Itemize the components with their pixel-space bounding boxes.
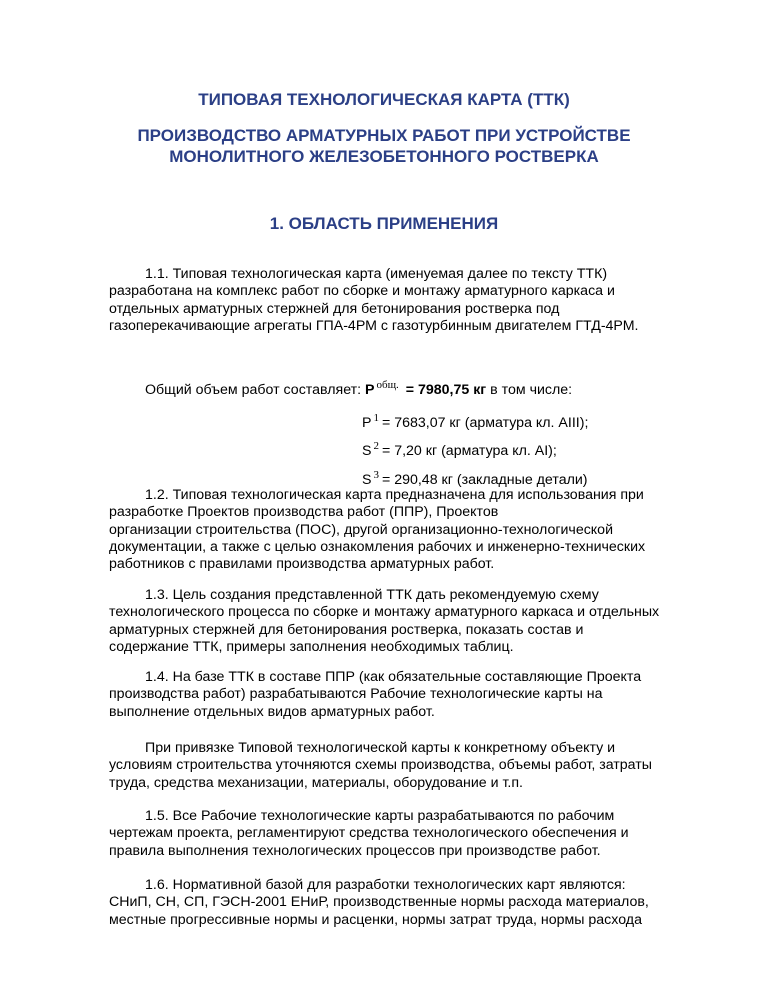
paragraph-1-6: [109, 877, 719, 929]
item-symbol: S: [362, 472, 372, 488]
text-line: разработке Проектов производства работ (ППР), Проектов: [109, 504, 499, 521]
text-line: [109, 808, 719, 825]
item-text: = 7683,07 кг (арматура кл. АIII);: [381, 415, 589, 431]
text-line: чертежам проекта, регламентируют средства технологического обеспечения и: [109, 825, 629, 842]
item-superscript: 2: [373, 440, 379, 452]
text-line: условиям строительства уточняются схемы производства, объемы работ, затраты: [109, 757, 652, 774]
text: 1.2. Типовая технологическая карта предназначена для использования при: [145, 487, 644, 503]
text-line: содержание ТТК, примеры заполнения необходимых таблиц.: [109, 638, 514, 655]
section-heading: 1. ОБЛАСТЬ ПРИМЕНЕНИЯ: [269, 214, 499, 233]
text-line: [109, 740, 719, 757]
paragraph-1-4: [109, 669, 719, 721]
volume-intro: Общий объем работ составляет:: [145, 382, 362, 398]
text: 1.6. Нормативной базой для разработки технологических карт являются:: [145, 877, 626, 893]
item-superscript: 1: [373, 412, 379, 424]
volume-item: [362, 437, 557, 460]
text-line: технологического процесса по сборке и монтажу арматурного каркаса и отдельных: [109, 604, 660, 621]
text-line: документации, а также с целью ознакомления рабочих и инженерно-технических: [109, 538, 646, 555]
text-line: газоперекачивающие агрегаты ГПА-4РМ с газотурбинным двигателем ГТД-4РМ.: [109, 317, 639, 334]
text-line: работников с правилами производства арматурных работ.: [109, 556, 495, 573]
text-line: СНиП, СН, СП, ГЭСН-2001 ЕНиР, производственные нормы расхода материалов,: [109, 894, 649, 911]
paragraph-1-2: [109, 487, 719, 573]
item-superscript: 3: [373, 469, 379, 481]
paragraph-binding: [109, 740, 719, 792]
text-line: выполнение отдельных видов арматурных работ.: [109, 703, 435, 720]
total-volume-line: [145, 376, 572, 399]
text: 1.5. Все Рабочие технологические карты разрабатываются по рабочим: [145, 808, 615, 824]
text-line: организации строительства (ПОС), другой организационно-технологической: [109, 521, 613, 538]
text-line: [109, 669, 719, 686]
document-subtitle-line1: ПРОИЗВОДСТВО АРМАТУРНЫХ РАБОТ ПРИ УСТРОЙСТВЕ: [137, 126, 631, 145]
text-line: местные прогрессивные нормы и расценки, нормы затрат труда, нормы расхода: [109, 911, 642, 928]
text: При привязке Типовой технологической карты к конкретному объекту и: [145, 740, 616, 756]
text-line: правила выполнения технологических процессов при производстве работ.: [109, 842, 601, 859]
paragraph-1-5: [109, 808, 719, 860]
text-line: отдельных арматурных стержней для бетонирования ростверка под: [109, 300, 560, 317]
text-line: труда, средства механизации, материалы, оборудование и т.п.: [109, 774, 523, 791]
text-line: [109, 266, 719, 283]
volume-item: [362, 409, 588, 432]
document-subtitle-line2: МОНОЛИТНОГО ЖЕЛЕЗОБЕТОННОГО РОСТВЕРКА: [169, 147, 599, 166]
text: 1.4. На базе ТТК в составе ППР (как обязательные составляющие Проекта: [145, 669, 642, 685]
volume-item: [362, 466, 588, 489]
paragraph-1-3: [109, 587, 719, 656]
text-line: [109, 487, 719, 504]
text: 1.1. Типовая технологическая карта (именуемая далее по тексту ТТК): [145, 266, 608, 282]
item-symbol: S: [362, 443, 372, 459]
item-text: = 290,48 кг (закладные детали): [381, 472, 588, 488]
total-symbol: P: [365, 382, 375, 398]
document-title: ТИПОВАЯ ТЕХНОЛОГИЧЕСКАЯ КАРТА (ТТК): [198, 90, 570, 109]
item-symbol: P: [362, 415, 372, 431]
text: 1.3. Цель создания представленной ТТК дать рекомендуемую схему: [145, 587, 599, 603]
text-line: арматурных стержней для бетонирования ростверка, показать состав и: [109, 621, 584, 638]
total-suffix: в том числе:: [490, 382, 573, 398]
text-line: [109, 877, 719, 894]
text-line: производства работ) разрабатываются Рабочие технологические карты на: [109, 686, 603, 703]
total-value: = 7980,75 кг: [405, 382, 487, 398]
total-superscript: общ.: [376, 379, 399, 391]
item-text: = 7,20 кг (арматура кл. АI);: [381, 443, 557, 459]
paragraph-1-1: [109, 266, 719, 335]
text-line: [109, 587, 719, 604]
text-line: разработана на комплекс работ по сборке и монтажу арматурного каркаса и: [109, 283, 615, 300]
